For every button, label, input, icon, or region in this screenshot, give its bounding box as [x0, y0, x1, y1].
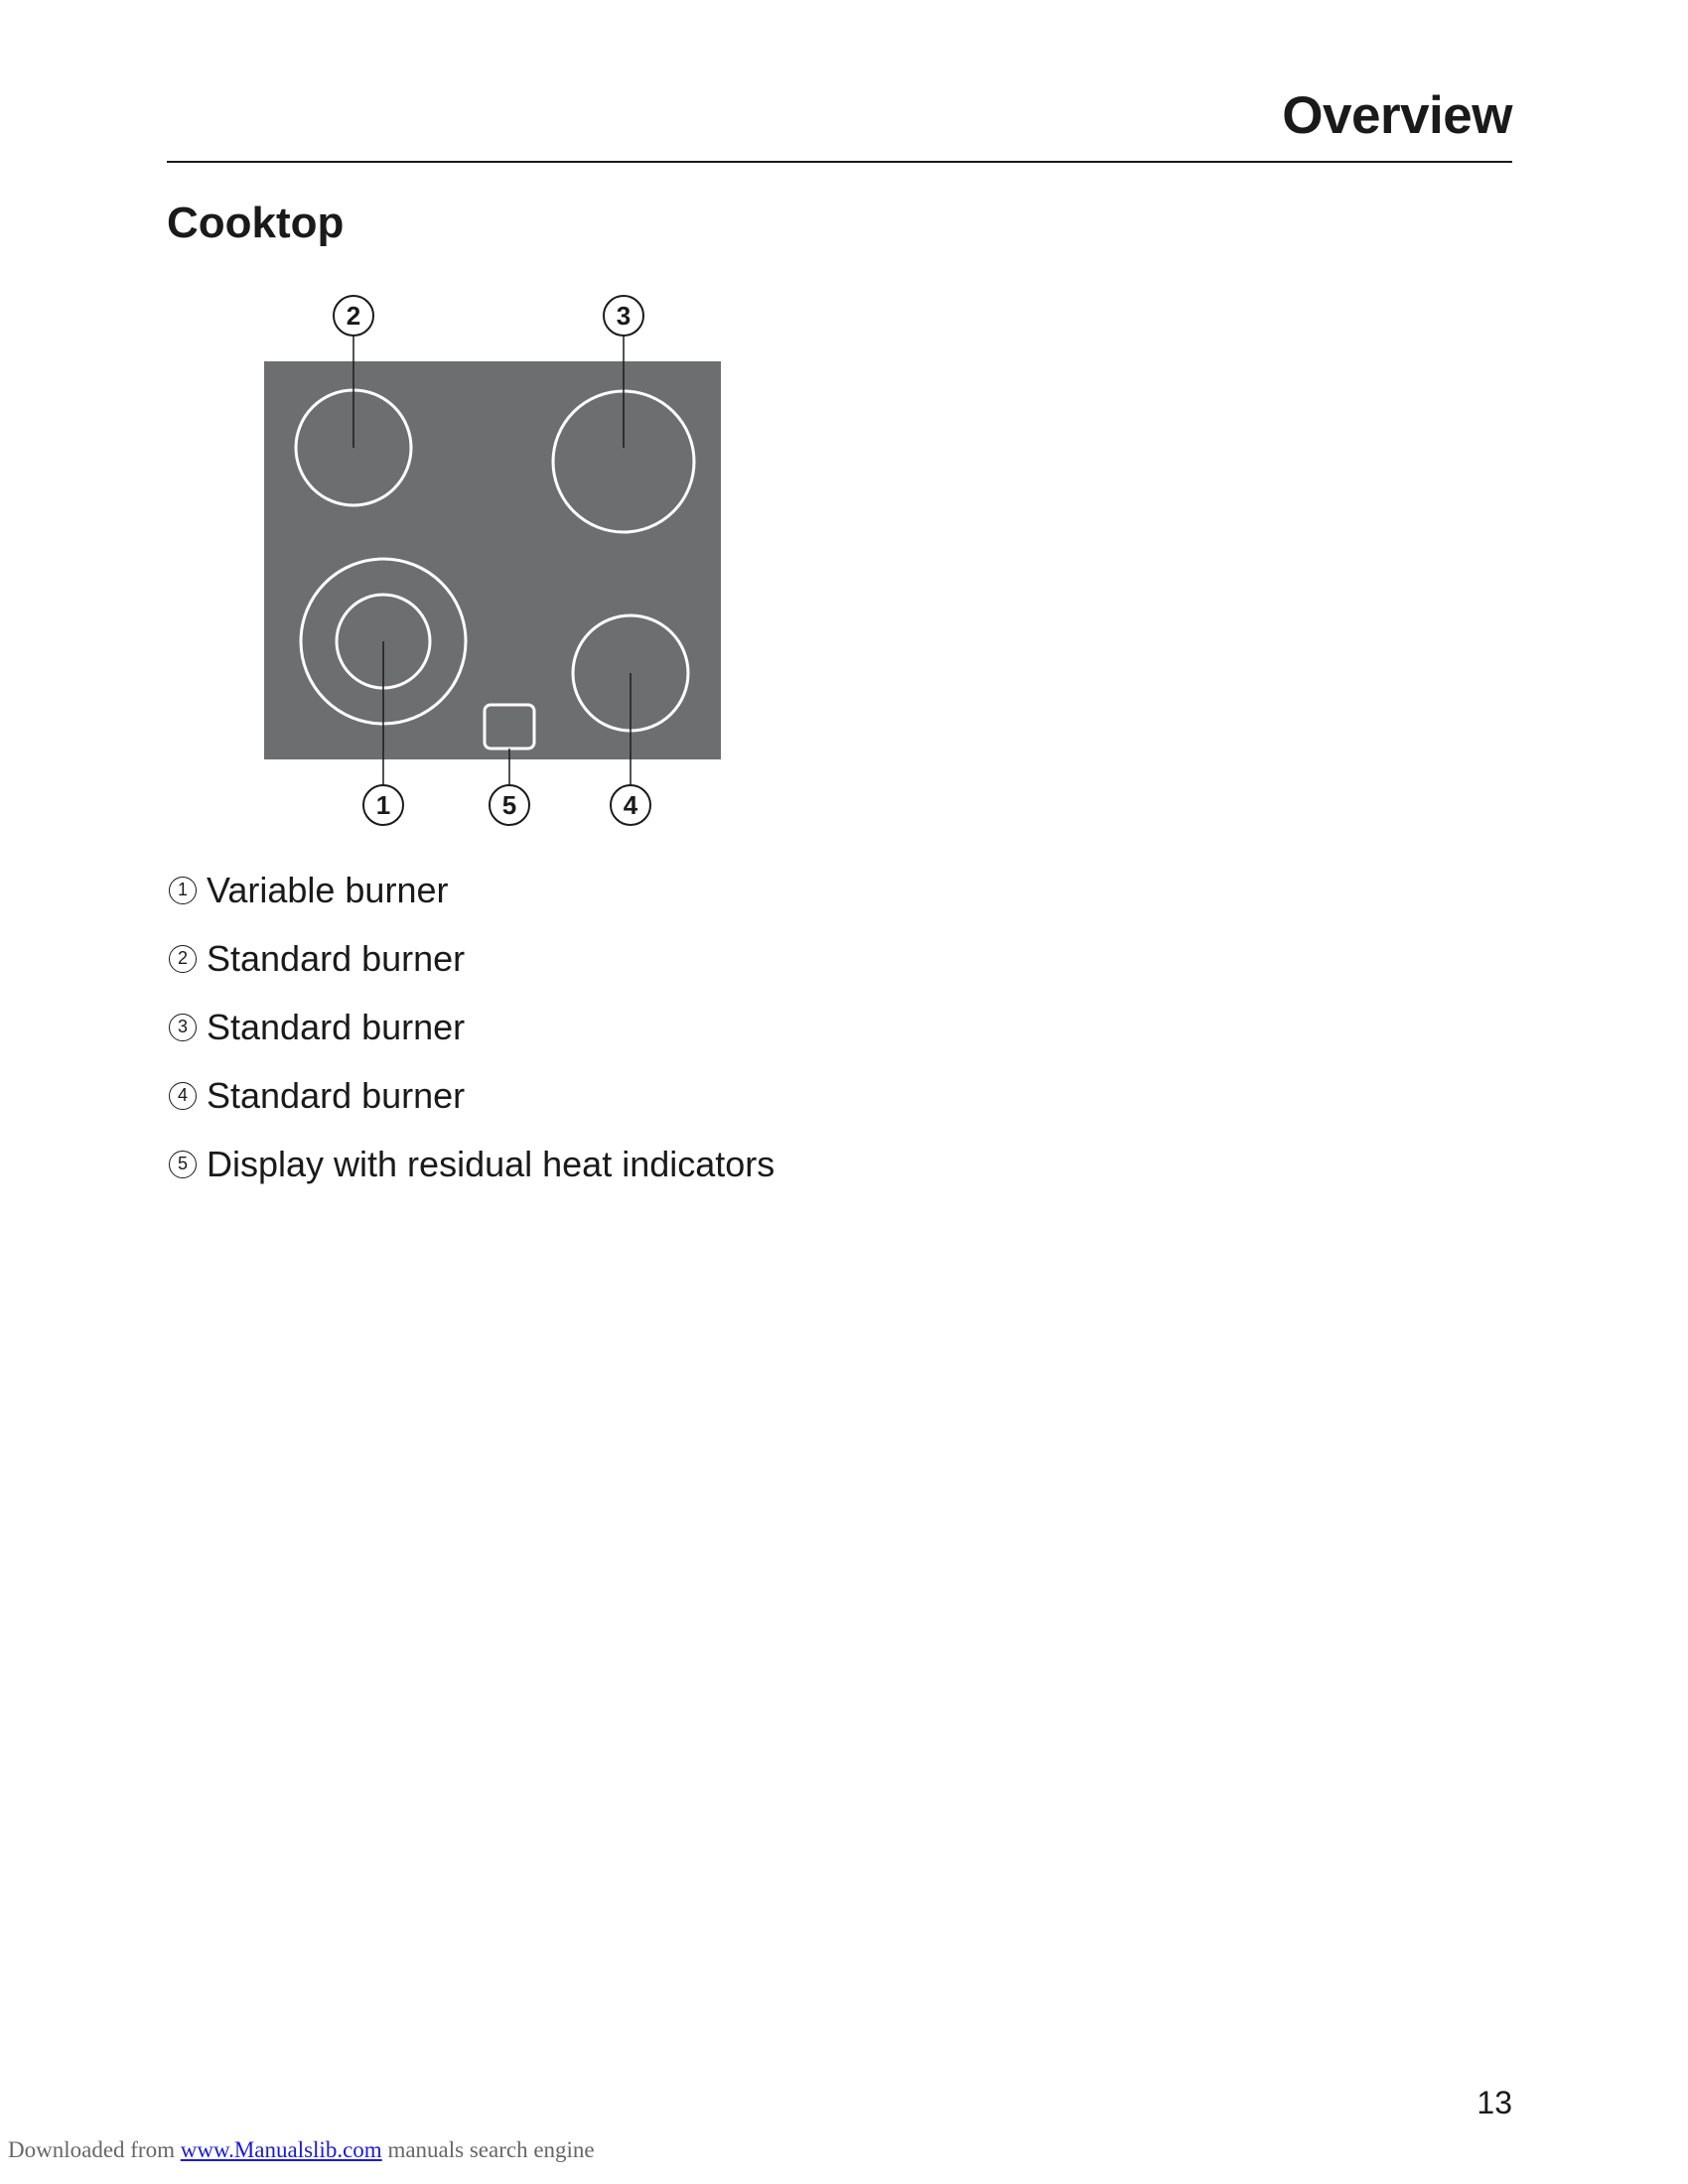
legend-label: Standard burner — [207, 1074, 466, 1116]
callout-5 — [490, 785, 529, 825]
callout-1-label: 1 — [375, 790, 391, 820]
callout-2 — [334, 296, 373, 336]
callout-3 — [604, 296, 643, 336]
callout-3-label: 3 — [616, 301, 632, 331]
callout-5-label: 5 — [501, 790, 517, 820]
cooktop-diagram — [0, 0, 1688, 874]
legend-list — [167, 856, 774, 1198]
callout-2-label: 2 — [346, 301, 361, 331]
legend-item — [167, 1061, 774, 1130]
manualslib-link[interactable]: www.Manualslib.com — [180, 2137, 382, 2162]
callout-4 — [611, 785, 650, 825]
section-title: Overview — [1282, 86, 1512, 145]
legend-number-marker: 3 — [169, 1014, 197, 1041]
legend-number-marker: 1 — [169, 877, 197, 904]
legend-item — [167, 993, 774, 1061]
legend-number-marker: 2 — [169, 945, 197, 973]
legend-label: Standard burner — [207, 1006, 466, 1047]
footer-suffix: manuals search engine — [381, 2137, 595, 2162]
page-number: 13 — [1477, 2085, 1512, 2120]
cooktop-surface — [264, 361, 721, 759]
subsection-title: Cooktop — [167, 199, 345, 247]
callout-4-label: 4 — [623, 790, 638, 820]
legend-item — [167, 856, 774, 924]
download-footer — [8, 2137, 595, 2163]
legend-item — [167, 924, 774, 993]
legend-label: Display with residual heat indicators — [207, 1143, 775, 1184]
callout-1 — [363, 785, 403, 825]
legend-number-marker: 5 — [169, 1151, 197, 1178]
legend-label: Standard burner — [207, 937, 466, 979]
legend-label: Variable burner — [207, 869, 449, 910]
legend-number-marker: 4 — [169, 1082, 197, 1110]
footer-prefix: Downloaded from — [8, 2137, 181, 2162]
legend-item — [167, 1130, 774, 1198]
